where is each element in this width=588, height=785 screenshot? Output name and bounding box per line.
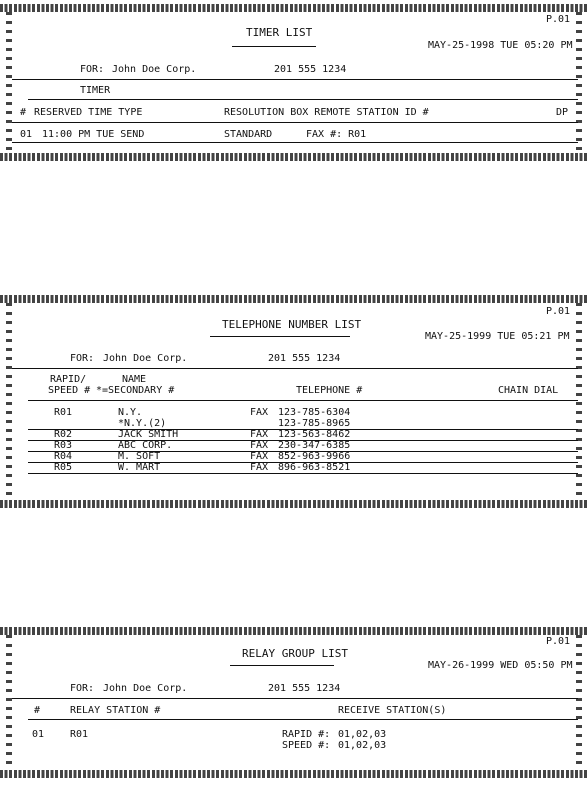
divider <box>28 400 578 401</box>
table-row-name: JACK SMITH <box>118 429 179 440</box>
table-row-station: R01 <box>70 729 89 740</box>
report-title: RELAY GROUP LIST <box>242 647 348 660</box>
table-row-code: R01 <box>54 407 73 418</box>
title-underline <box>232 46 316 47</box>
rapid-label: RAPID #: <box>282 729 331 740</box>
title-underline <box>210 336 350 337</box>
title-underline <box>230 665 334 666</box>
table-row-number: 230-347-6385 <box>278 440 351 451</box>
header-reserved-time-type: RESERVED TIME TYPE <box>34 107 143 118</box>
report-datetime: MAY-25-1998 TUE 05:20 PM <box>428 40 573 51</box>
header-relay-station: RELAY STATION # <box>70 705 161 716</box>
table-row-num: 01 <box>32 729 45 740</box>
star-border-bottom <box>0 153 588 161</box>
for-label: FOR: <box>80 64 105 75</box>
table-row-code: R02 <box>54 429 73 440</box>
star-border-top <box>0 4 588 12</box>
divider <box>28 99 578 100</box>
sender-phone: 201 555 1234 <box>268 353 341 364</box>
table-row-number: 852-963-9966 <box>278 451 351 462</box>
table-row-code: R04 <box>54 451 73 462</box>
table-row-code: R05 <box>54 462 73 473</box>
table-row-name: ABC CORP. <box>118 440 173 451</box>
table-row-name: M. SOFT <box>118 451 161 462</box>
header-telephone: TELEPHONE # <box>296 385 363 396</box>
table-row-number: 123-785-8965 <box>278 418 351 429</box>
table-row-type: FAX <box>250 429 269 440</box>
star-border-left <box>6 303 12 498</box>
row-divider <box>28 473 578 474</box>
header-speed: SPEED # <box>48 385 91 396</box>
header-resolution-remote: RESOLUTION BOX REMOTE STATION ID # <box>224 107 429 118</box>
table-row-name: N.Y. <box>118 407 143 418</box>
header-secondary: *=SECONDARY # <box>96 385 175 396</box>
star-border-right <box>576 635 582 765</box>
header-receive-stations: RECEIVE STATION(S) <box>338 705 447 716</box>
star-border-left <box>6 635 12 765</box>
report-title: TIMER LIST <box>246 26 313 39</box>
star-border-bottom <box>0 500 588 508</box>
divider <box>12 698 578 699</box>
page-number: P.01 <box>546 14 571 25</box>
header-chain-dial: CHAIN DIAL <box>498 385 559 396</box>
for-label: FOR: <box>70 353 95 364</box>
divider <box>12 122 578 123</box>
sender-phone: 201 555 1234 <box>268 683 341 694</box>
star-border-left <box>6 12 12 152</box>
sender-phone: 201 555 1234 <box>274 64 347 75</box>
table-row-time: 11:00 PM TUE SEND <box>42 129 145 140</box>
divider <box>12 142 578 143</box>
divider <box>28 719 578 720</box>
header-num: # <box>20 107 27 118</box>
star-border-bottom <box>0 770 588 778</box>
table-row-type: FAX <box>250 462 269 473</box>
table-row-number: 896-963-8521 <box>278 462 351 473</box>
table-row-code: R03 <box>54 440 73 451</box>
table-row-type: FAX <box>250 451 269 462</box>
divider <box>12 368 578 369</box>
section-label: TIMER <box>80 85 111 96</box>
table-row-number: 123-785-6304 <box>278 407 351 418</box>
star-border-top <box>0 627 588 635</box>
report-datetime: MAY-26-1999 WED 05:50 PM <box>428 660 573 671</box>
report-datetime: MAY-25-1999 TUE 05:21 PM <box>425 331 570 342</box>
table-row-remote: FAX #: R01 <box>306 129 367 140</box>
header-num: # <box>34 705 41 716</box>
for-name: John Doe Corp. <box>103 683 188 694</box>
table-row-num: 01 <box>20 129 33 140</box>
header-dp: DP <box>556 107 569 118</box>
table-row-name: *N.Y.(2) <box>118 418 167 429</box>
table-row-type: FAX <box>250 407 269 418</box>
table-row-number: 123-563-8462 <box>278 429 351 440</box>
table-row-type: FAX <box>250 440 269 451</box>
table-row-name: W. MART <box>118 462 161 473</box>
rapid-values: 01,02,03 <box>338 729 387 740</box>
page-number: P.01 <box>546 306 571 317</box>
table-row-resolution: STANDARD <box>224 129 273 140</box>
header-rapid: RAPID/ <box>50 374 87 385</box>
speed-label: SPEED #: <box>282 740 331 751</box>
star-border-top <box>0 295 588 303</box>
divider <box>12 79 578 80</box>
for-name: John Doe Corp. <box>112 64 197 75</box>
report-title: TELEPHONE NUMBER LIST <box>222 318 362 331</box>
header-name: NAME <box>122 374 147 385</box>
page-number: P.01 <box>546 636 571 647</box>
timer-list-report <box>0 0 588 160</box>
star-border-right <box>576 12 582 152</box>
for-name: John Doe Corp. <box>103 353 188 364</box>
for-label: FOR: <box>70 683 95 694</box>
speed-values: 01,02,03 <box>338 740 387 751</box>
